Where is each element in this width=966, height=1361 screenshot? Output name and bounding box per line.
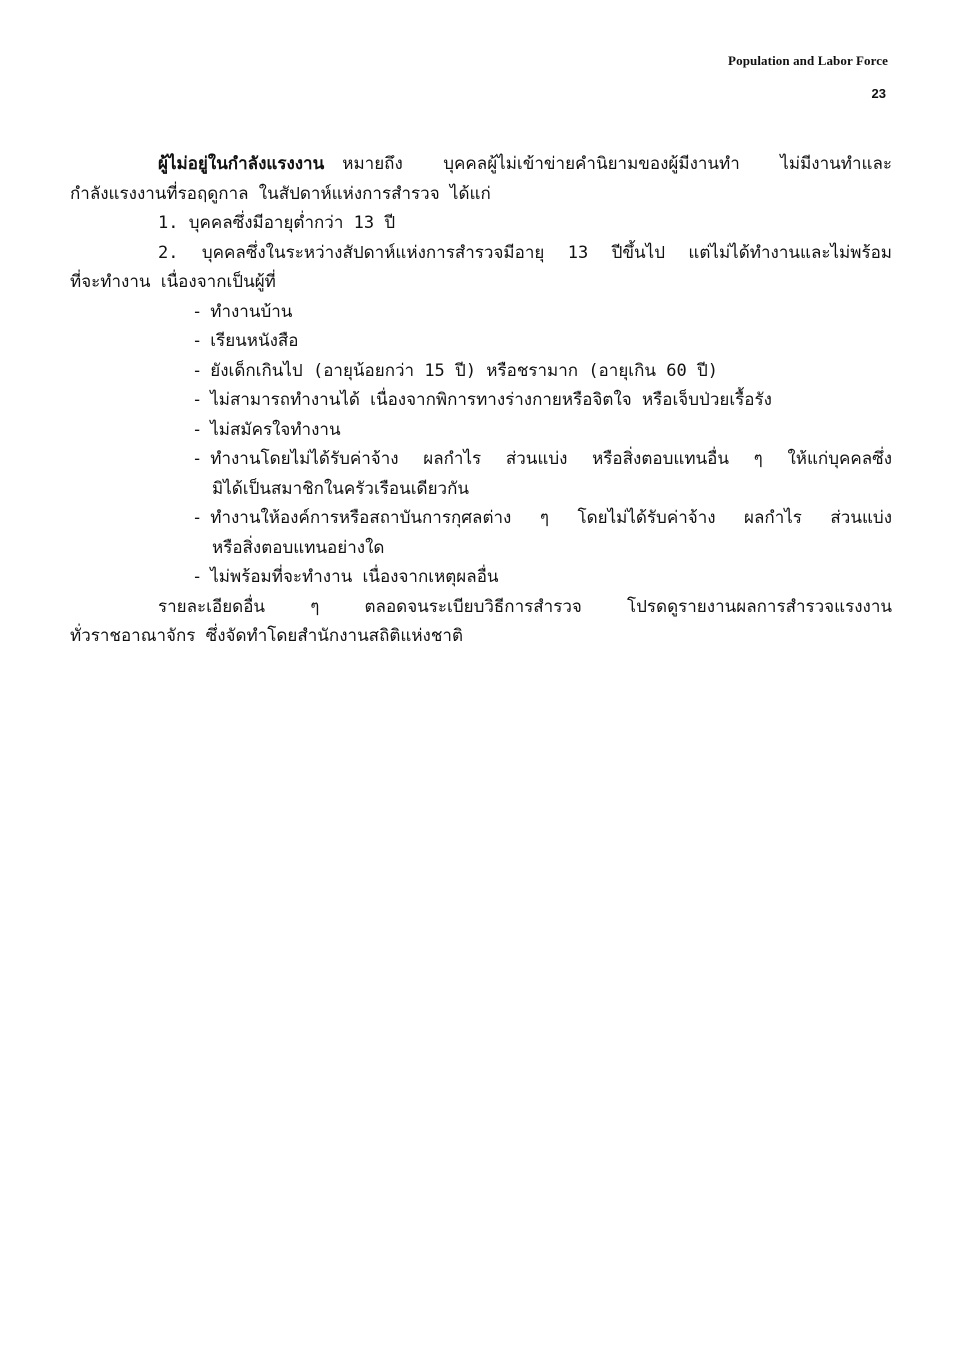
dash-marker: - [192, 419, 203, 440]
closing-line-1: รายละเอียดอื่น ๆ ตลอดจนระเบียบวิธีการสำรวจ โปรดดูรายงานผลการสำรวจแรงงาน [158, 596, 892, 617]
item-2-line-2: ที่จะทำงาน เนื่องจากเป็นผู้ที่ [70, 272, 276, 292]
bullet-text: ไม่สามารถทำงานได้ เนื่องจากพิการทางร่างกายหรือจิตใจ หรือเจ็บป่วยเรื้อรัง [210, 390, 772, 410]
definition-line-1 [70, 150, 892, 180]
bullet-item [70, 357, 892, 387]
bullet-item [70, 298, 892, 328]
bullet-continuation: มิได้เป็นสมาชิกในครัวเรือนเดียวกัน [212, 478, 469, 499]
bullet-text: ไม่พร้อมที่จะทำงาน เนื่องจากเหตุผลอื่น [210, 567, 499, 587]
defined-term: ผู้ไม่อยู่ในกำลังแรงงาน [158, 154, 325, 174]
bullet-text: ทำงานให้องค์การหรือสถาบันการกุศลต่าง ๆ โดยไม่ได้รับค่าจ้าง ผลกำไร ส่วนแบ่ง [210, 508, 892, 528]
page-number: 23 [871, 86, 886, 101]
running-header: Population and Labor Force [728, 53, 888, 68]
bullet-item [70, 327, 892, 357]
dash-marker: - [192, 331, 203, 351]
bullet-text: ยังเด็กเกินไป (อายุน้อยกว่า 15 ปี) หรือชรามาก (อายุเกิน 60 ปี) [210, 360, 718, 381]
closing-line-2: ทั่วราชอาณาจักร ซึ่งจัดทำโดยสำนักงานสถิติแห่งชาติ [70, 626, 463, 646]
dash-marker: - [192, 567, 203, 587]
body-text [70, 150, 892, 652]
definition-text-1: หมายถึง บุคคลผู้ไม่เข้าข่ายคำนิยามของผู้มีงานทำ ไม่มีงานทำและ [342, 154, 892, 174]
item-2-line-1: 2. บุคคลซึ่งในระหว่างสัปดาห์แห่งการสำรวจมีอายุ 13 ปีขึ้นไป แต่ไม่ได้ทำงานและไม่พร้อม [158, 242, 892, 263]
dash-marker: - [192, 360, 203, 381]
bullet-item [70, 504, 892, 534]
bullet-text: ไม่สมัครใจทำงาน [210, 419, 341, 440]
bullet-text: ทำงานบ้าน [210, 301, 293, 322]
dash-marker: - [192, 301, 203, 322]
dash-marker: - [192, 390, 203, 410]
bullet-text: ทำงานโดยไม่ได้รับค่าจ้าง ผลกำไร ส่วนแบ่ง หรือสิ่งตอบแทนอื่น ๆ ให้แก่บุคคลซึ่ง [210, 449, 892, 469]
dash-marker: - [192, 508, 203, 528]
definition-line-2: กำลังแรงงานที่รอฤดูกาล ในสัปดาห์แห่งการสำรวจ ได้แก่ [70, 183, 491, 204]
bullet-text: เรียนหนังสือ [210, 331, 299, 351]
bullet-item [70, 563, 892, 593]
item-1: 1. บุคคลซึ่งมีอายุต่ำกว่า 13 ปี [158, 213, 396, 233]
bullet-item [70, 445, 892, 475]
bullet-item [70, 416, 892, 446]
dash-marker: - [192, 449, 203, 469]
bullet-item [70, 386, 892, 416]
bullet-continuation: หรือสิ่งตอบแทนอย่างใด [212, 537, 385, 558]
